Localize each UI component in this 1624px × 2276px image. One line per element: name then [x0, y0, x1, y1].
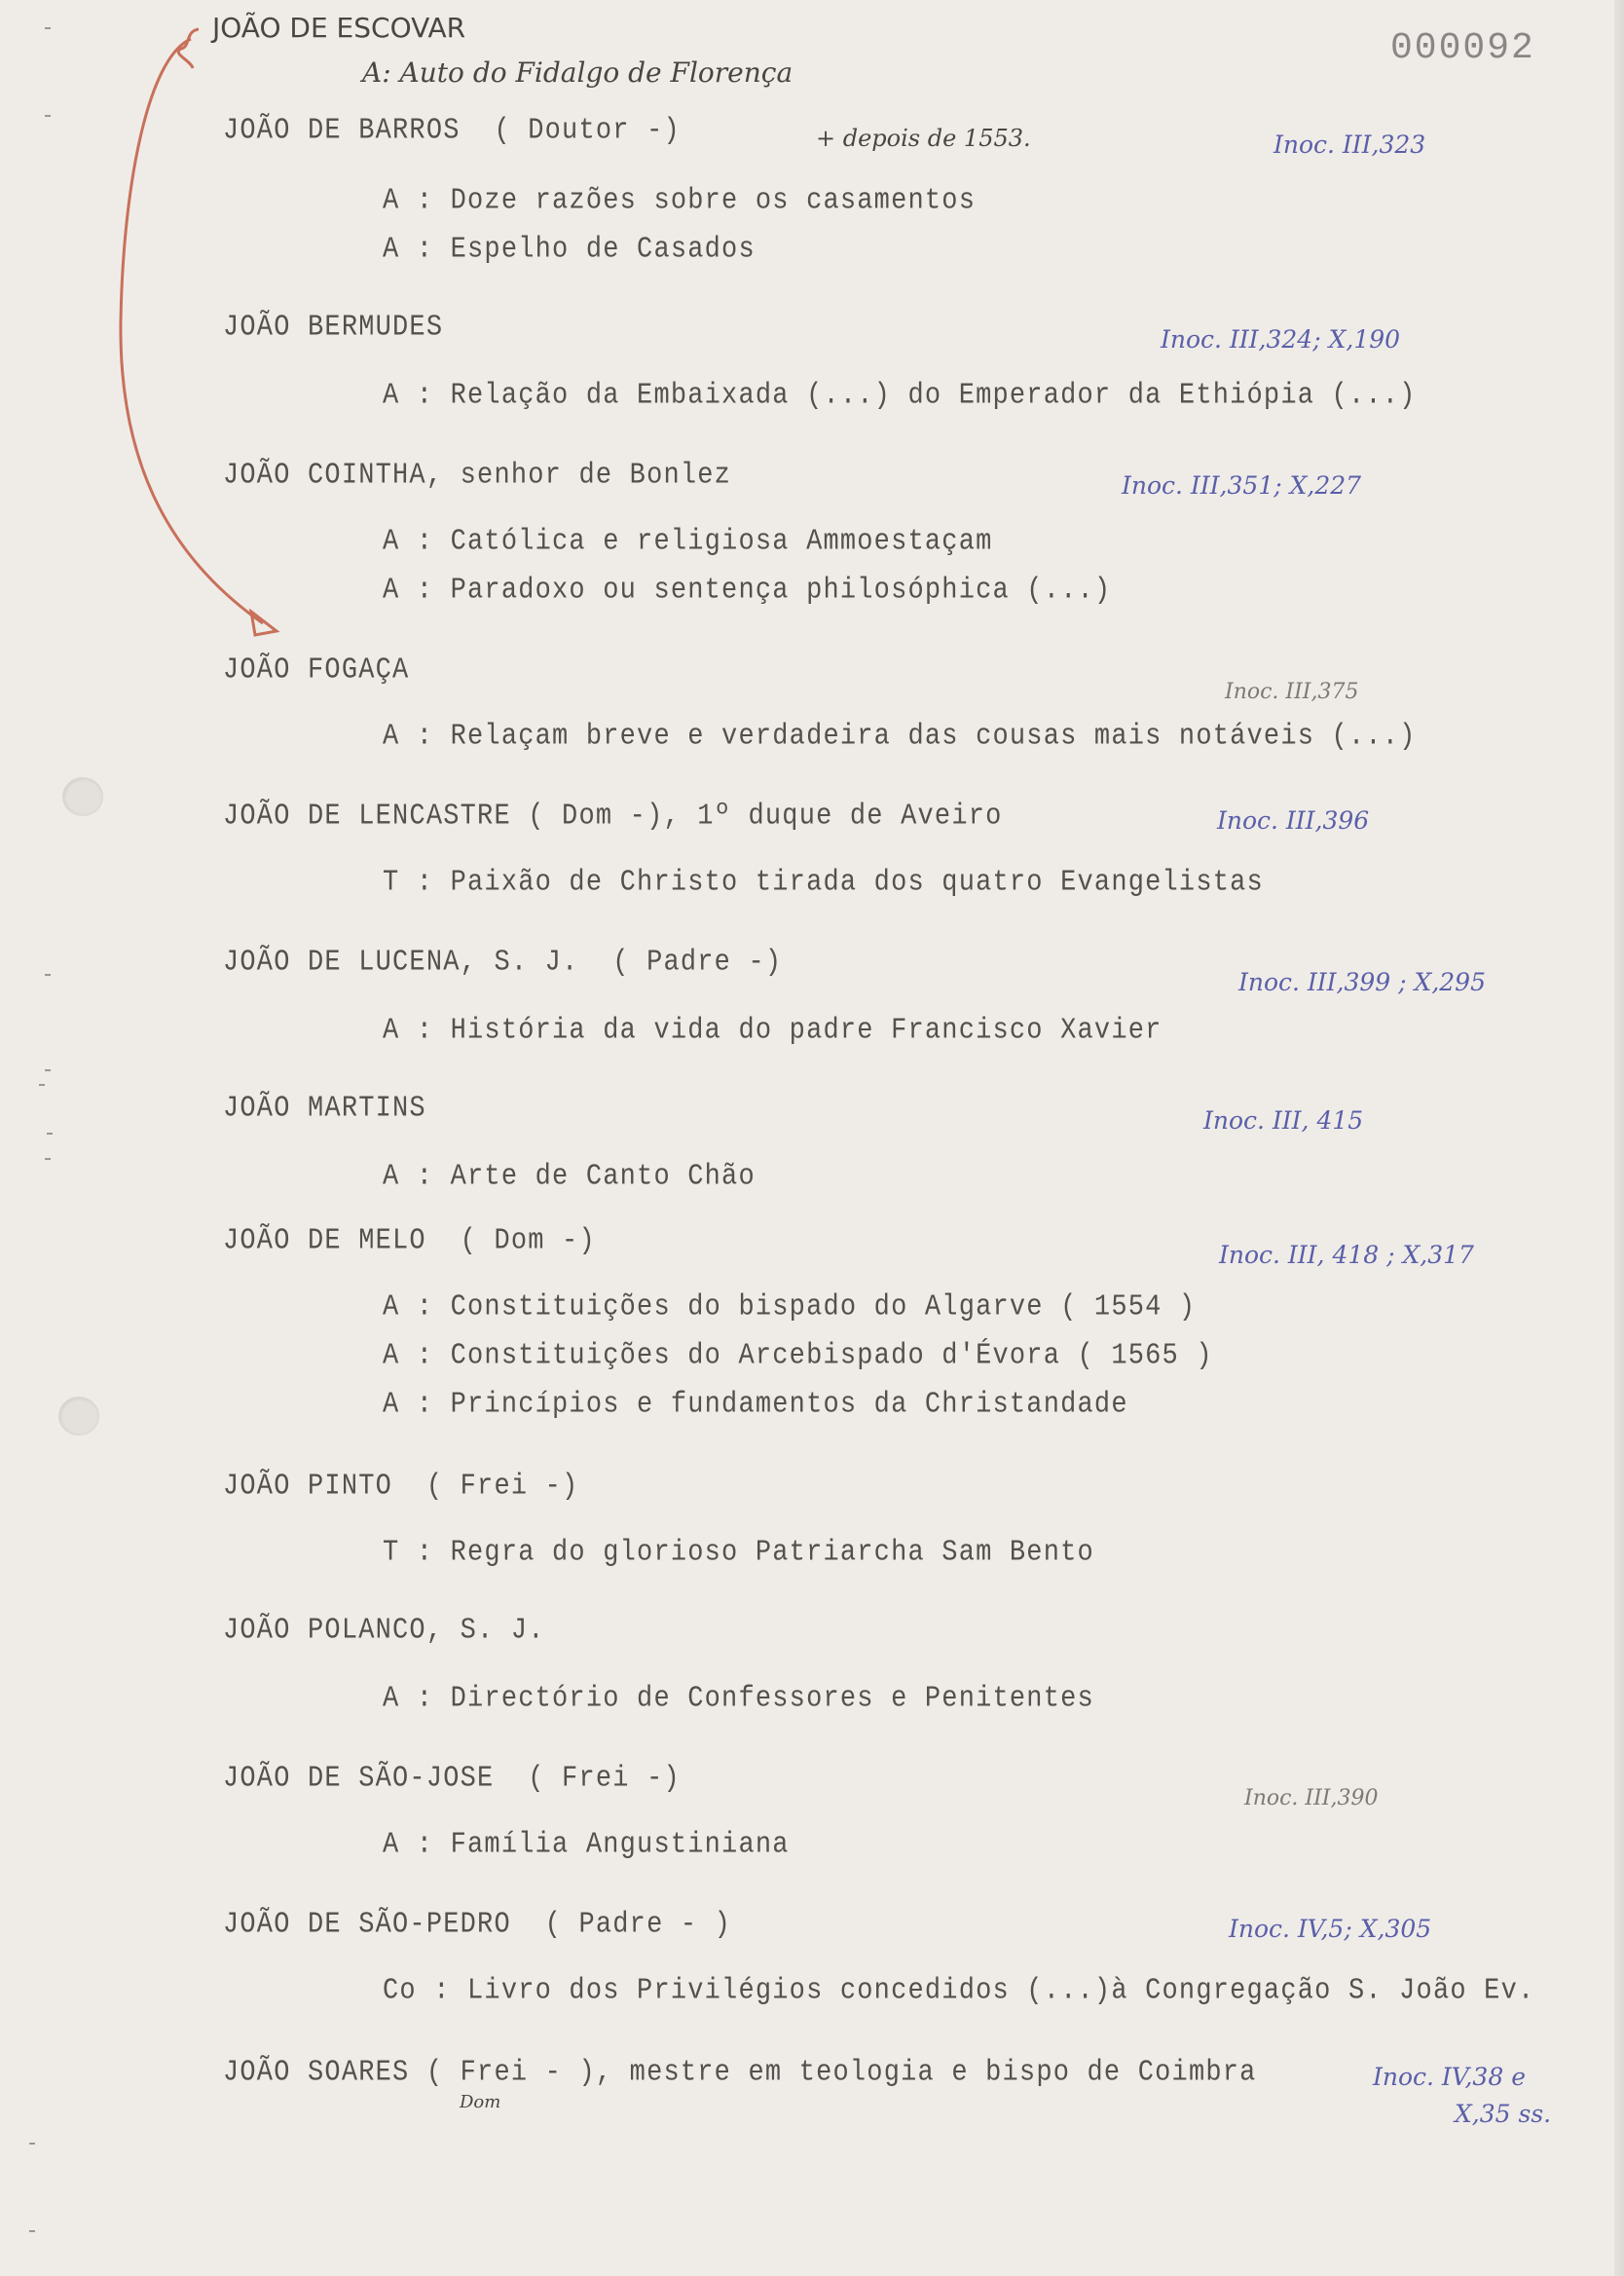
page-edge [1614, 0, 1624, 2276]
entry-reference: Inoc. III,399 ; X,295 [1238, 968, 1486, 996]
entry-correction: Dom [460, 2092, 501, 2112]
entry-work: A : Relação da Embaixada (...) do Emperador da Ethiópia (...) [383, 380, 1417, 413]
entry-work: A : Espelho de Casados [383, 234, 756, 267]
margin-tick [47, 1133, 53, 1135]
margin-tick [39, 1084, 45, 1086]
entry-work: A : Arte de Canto Chão [383, 1161, 756, 1194]
margin-tick [45, 1158, 51, 1160]
entry-work: A : Constituições do bispado do Algarve ( 1554 ) [383, 1291, 1197, 1325]
margin-tick [45, 27, 51, 29]
entry-reference: Inoc. III,324; X,190 [1161, 325, 1401, 354]
handwritten-entry-name: JOÃO DE ESCOVAR [212, 12, 466, 44]
entry-name: JOÃO DE BARROS ( Doutor -) [223, 115, 681, 148]
entry-name: JOÃO DE SÃO-JOSE ( Frei -) [223, 1763, 681, 1796]
entry-reference: Inoc. IV,38 e [1373, 2063, 1526, 2091]
entry-work: A : Família Angustiniana [383, 1829, 790, 1862]
margin-tick [45, 1069, 51, 1071]
entry-note: + depois de 1553. [816, 125, 1031, 152]
margin-tick [45, 115, 51, 117]
entry-name: JOÃO DE LENCASTRE ( Dom -), 1º duque de Aveiro [223, 801, 1003, 834]
entry-reference: Inoc. III, 418 ; X,317 [1219, 1241, 1474, 1269]
punch-hole-top [62, 777, 103, 816]
entry-reference: Inoc. III,323 [1273, 131, 1426, 159]
entry-name: JOÃO FOGAÇA [223, 654, 410, 688]
entry-reference: Inoc. III,396 [1217, 806, 1370, 835]
punch-hole-bottom [58, 1397, 99, 1436]
entry-reference: Inoc. III, 415 [1203, 1106, 1364, 1135]
archive-stamp-number: 000092 [1390, 27, 1535, 69]
entry-work: A : Católica e religiosa Ammoestaçam [383, 526, 993, 559]
entry-reference-line2: X,35 ss. [1455, 2100, 1552, 2128]
entry-work: Co : Livro dos Privilégios concedidos (...)à Congregação S. João Ev. [383, 1975, 1535, 2008]
entry-reference: Inoc. IV,5; X,305 [1229, 1915, 1432, 1943]
entry-name: JOÃO COINTHA, senhor de Bonlez [223, 460, 732, 493]
margin-tick [29, 2143, 35, 2145]
margin-tick [45, 974, 51, 976]
entry-work: T : Regra do glorioso Patriarcha Sam Bento [383, 1537, 1094, 1570]
margin-tick [29, 2230, 35, 2232]
entry-work: A : Constituições do Arcebispado d'Évora ( 1565 ) [383, 1340, 1213, 1373]
entry-reference: Inoc. III,351; X,227 [1122, 471, 1362, 500]
entry-work: T : Paixão de Christo tirada dos quatro Evangelistas [383, 867, 1264, 900]
entry-name: JOÃO POLANCO, S. J. [223, 1615, 545, 1648]
entry-work: A : Paradoxo ou sentença philosóphica (...) [383, 575, 1112, 608]
entry-work: A : Doze razões sobre os casamentos [383, 185, 977, 218]
entry-name: JOÃO DE LUCENA, S. J. ( Padre -) [223, 947, 783, 980]
entry-work: A : História da vida do padre Francisco Xavier [383, 1015, 1163, 1048]
entry-name: JOÃO SOARES ( Frei - ), mestre em teologia e bispo de Coimbra [223, 2057, 1257, 2090]
entry-name: JOÃO DE MELO ( Dom -) [223, 1225, 596, 1258]
entry-reference: Inoc. III,375 [1225, 680, 1359, 704]
handwritten-entry-work: A: Auto do Fidalgo de Florença [362, 56, 794, 89]
entry-name: JOÃO PINTO ( Frei -) [223, 1471, 579, 1504]
entry-name: JOÃO BERMUDES [223, 312, 444, 345]
entry-work: A : Directório de Confessores e Penitentes [383, 1683, 1094, 1716]
entry-work: A : Princípios e fundamentos da Christandade [383, 1389, 1128, 1422]
entry-name: JOÃO MARTINS [223, 1093, 426, 1126]
entry-work: A : Relaçam breve e verdadeira das cousas mais notáveis (...) [383, 721, 1417, 754]
entry-name: JOÃO DE SÃO-PEDRO ( Padre - ) [223, 1909, 732, 1942]
entry-reference: Inoc. III,390 [1244, 1786, 1379, 1810]
